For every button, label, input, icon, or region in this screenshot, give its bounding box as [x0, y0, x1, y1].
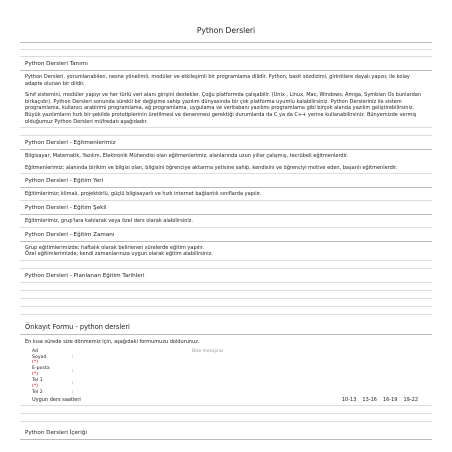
section-format: [20, 201, 432, 228]
section-heading: Python Dersleri - Eğitim Zamanı: [20, 228, 432, 242]
page-content: [20, 20, 432, 440]
paragraph: Bilgisayar, Matematik, Yazılım, Elektronik Mühendisi olan eğitmenlerimiz, alanlarında uzun yıllar çalışmış, tecrübeli eğitmenlerdir.: [25, 153, 349, 160]
phone1-label: Tel 1: [32, 377, 43, 383]
required-mark: (*): [32, 383, 39, 389]
section-location: [20, 174, 432, 201]
page-title: Python Dersleri: [196, 26, 256, 35]
section-planned-dates: [20, 269, 432, 283]
paragraph: Sınıf sistemini, modüler yapıyı ve her türlü veri alanı girişini destekler. Çoğu platformda çalışabilir. (Unix , Linux, Mac, Windows, Amiga, Symbian Os bunlardan birkaçıdır). Python Dersleri sonunda sürekli bir değişime sahip yazılım dünyasında bir çok platforma uyumlu kalabilirsiniz. Python Dersleriniz ile sistem programlama, kullanıcı arabirimi programlama, ağ programlama, uygulama ve veritabanı yazılımı programlama gibi birçok alanda yazılım geliştirebilirsiniz. Büyük yazılımların hızlı bir şekilde prototiplerinin üretilmesi ve denenmesi gerektiği durumlarda da C ya da C++ yerine kullanabilirsiniz. Bünyemizde vermiş olduğumuz Python Dersleri müfredatı aşağıdadır.: [25, 92, 422, 125]
message-field[interactable]: Bize mesajınız: [192, 348, 224, 354]
paragraph: Eğitimlerimiz, grup'lara katılarak veya özel ders olarak alabilirsiniz.: [25, 217, 193, 224]
email-label: E-posta: [32, 365, 50, 371]
section-heading: Python Dersleri - Eğitim Şekli: [20, 201, 432, 215]
phone1-input[interactable]: :: [72, 380, 74, 386]
name-label: Ad: [32, 348, 39, 354]
hour-option[interactable]: 10-13: [341, 396, 357, 403]
section-schedule: [20, 228, 432, 261]
hours-options: [342, 397, 418, 403]
email-input[interactable]: :: [72, 368, 74, 374]
phone2-label: Tel 2: [32, 389, 43, 395]
paragraph: Grup eğitimlerimizde; haftalık olarak belirlenen sürelerde eğitim yapılır. Özel eğitimlerimizde; kendi zamanlarınıza uygun olarak eğitim alabilirsiniz.: [25, 244, 213, 258]
hour-option[interactable]: 13-16: [362, 396, 377, 403]
paragraph: Eğitmenlerimiz; alanında birikim ve bilgisi olan, bilgisini öğrenciye aktarma yetisine sahip, kendisini ve öğrenciyi motive eden, başarılı eğitmenlerdir.: [25, 164, 398, 171]
hour-option[interactable]: 19-22: [403, 396, 418, 403]
section-heading: Python Dersleri Tanımı: [20, 57, 432, 71]
preregistration-form: [20, 315, 432, 422]
section-instructors: [20, 136, 432, 174]
phone2-input[interactable]: :: [72, 389, 74, 395]
form-title: Önkayıt Formu - python dersleri: [20, 315, 432, 335]
section-heading: Python Dersleri İçeriği: [20, 422, 432, 440]
surname-input[interactable]: :: [72, 354, 74, 360]
form-intro: En kısa sürede size dönmemiz için, aşağıdaki formumuzu doldurunuz.: [25, 338, 200, 345]
form-fields: [32, 349, 432, 395]
hours-row: [20, 395, 432, 406]
hour-option[interactable]: 16-19: [382, 396, 398, 403]
hours-label: Uygun ders saatleri: [32, 396, 81, 403]
section-definition: [20, 57, 432, 128]
paragraph: Python Dersleri, yorumlanabilen, nesne yönelimli, modüler ve etkileşimli bir programlama dilidir. Python, basit sözdizimi, girintilere dayalı yapısı; ile kolay adapte olunan bir dildir.: [25, 74, 410, 87]
required-mark: (*): [32, 359, 39, 365]
section-heading: Python Dersleri - Eğitim Yeri: [20, 174, 432, 188]
section-heading: Python Dersleri - Eğitmenlerimiz: [20, 136, 432, 150]
paragraph: Eğitimlerimiz; klimalı, projektörlü, güçlü bilgisayarlı ve hızlı internet bağlantılı sınıflarda yapılır.: [25, 191, 262, 198]
section-course-content: [20, 422, 432, 440]
title-bar: [20, 20, 432, 43]
required-mark: (*): [32, 371, 39, 377]
surname-label: Soyad: [32, 354, 47, 360]
section-heading: Python Dersleri - Planlanan Eğitim Tarihleri: [25, 272, 145, 279]
